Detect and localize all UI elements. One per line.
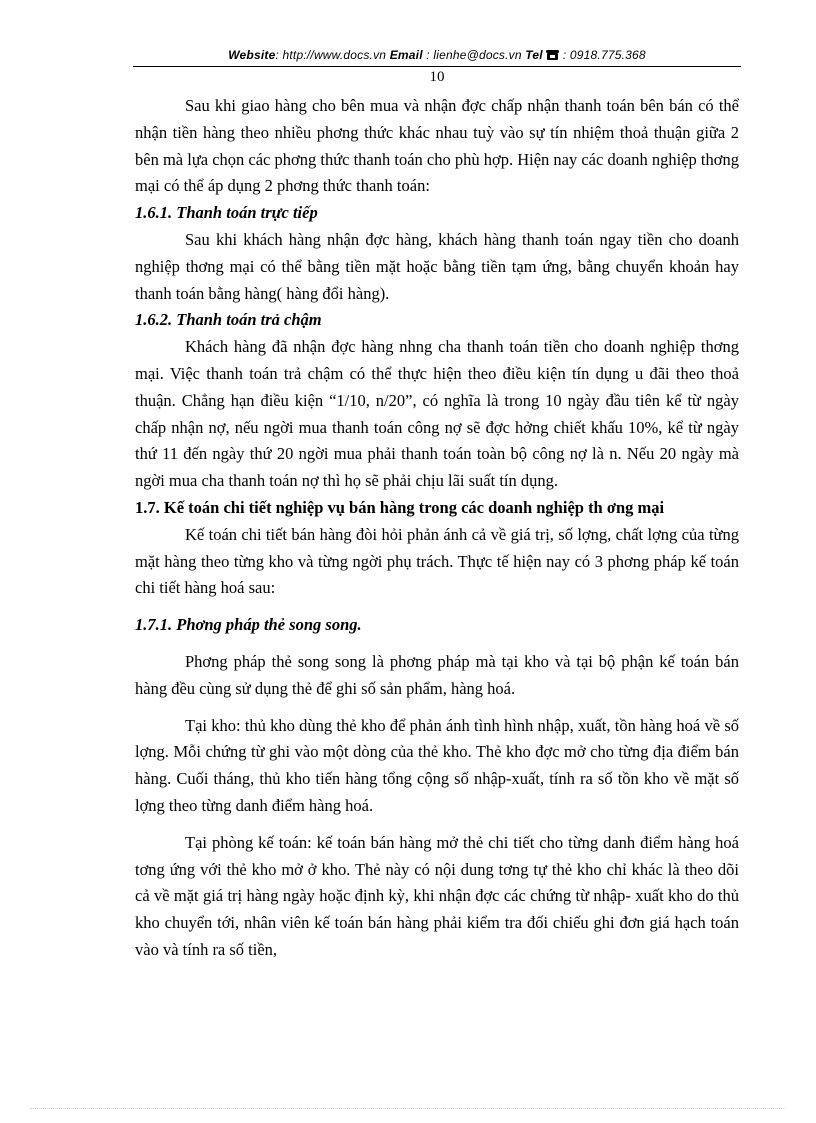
section-heading-1-7: 1.7. Kế toán chi tiết nghiệp vụ bán hàng trong các doanh nghiệp th ơng mại [135, 497, 665, 517]
paragraph: Tại phòng kế toán: kế toán bán hàng mở thẻ chi tiết cho từng danh điểm hàng hoá tơng ứng với thẻ kho mở ở kho. Thẻ này có nội dung tơng tự thẻ kho chỉ khác là theo dõi cả về mặt giá trị hàng ngày hoặc định kỳ, khi nhận đợc các chứng từ nhập- xuất kho do thủ kho chuyển tới, nhân viên kế toán bán hàng phải kiểm tra đối chiếu ghi đơn giá hạch toán vào và tính ra số tiền, [135, 832, 739, 959]
paragraph: Kế toán chi tiết bán hàng đòi hỏi phản ánh cả về giá trị, số lợng, chất lợng của từng mặt hàng theo từng kho và từng ngời phụ trách. Thực tế hiện nay có 3 phơng pháp kế toán chi tiết hàng hoá sau: [135, 524, 739, 598]
website-label: Website [228, 48, 276, 62]
page-bottom-border [30, 1108, 786, 1109]
header-divider [133, 66, 741, 67]
page-header [133, 48, 741, 62]
page-number: 10 [429, 69, 445, 85]
email-value: : lienhe@docs.vn [426, 48, 522, 62]
paragraph: Phơng pháp thẻ song song là phơng pháp mà tại kho và tại bộ phận kế toán bán hàng đều cùng sử dụng thẻ để ghi số sản phẩm, hàng hoá. [135, 651, 739, 698]
phone-icon [546, 48, 563, 62]
website-value: : http://www.docs.vn [275, 48, 387, 62]
tel-value: : 0918.775.368 [562, 48, 646, 62]
paragraph: Sau khi giao hàng cho bên mua và nhận đợc chấp nhận thanh toán bên bán có thể nhận tiền hàng theo nhiều phơng thức khác nhau tuỳ vào sự tín nhiệm thoả thuận giữa 2 bên mà lựa chọn các phơng thức thanh toán cho phù hợp. Hiện nay các doanh nghiệp thơng mại có thể áp dụng 2 phơng thức thanh toán: [135, 96, 739, 196]
email-label: Email [389, 48, 423, 62]
tel-label: Tel [525, 48, 543, 62]
document-body [135, 93, 739, 964]
section-heading-1-7-1: 1.7.1. Phơng pháp thẻ song song. [135, 615, 362, 635]
paragraph: Tại kho: thủ kho dùng thẻ kho để phản ánh tình hình nhập, xuất, tồn hàng hoá về số lợng. Mỗi chứng từ ghi vào một dòng của thẻ kho. Thẻ kho đợc mở cho từng địa điểm bán hàng. Cuối tháng, thủ kho tiến hàng tổng cộng số nhập-xuất, tính ra số tồn kho về mặt số lợng theo từng danh điểm hàng hoá. [135, 715, 739, 815]
section-heading-1-6-2: 1.6.2. Thanh toán trả chậm [135, 310, 322, 330]
paragraph: Khách hàng đã nhận đợc hàng nhng cha thanh toán tiền cho doanh nghiệp thơng mại. Việc thanh toán trả chậm có thể thực hiện theo điều kiện tín dụng u đãi theo thoả thuận. Chẳng hạn điều kiện “1/10, n/20”, có nghĩa là trong 10 ngày đầu tiên kể từ ngày chấp nhận nợ, nếu ngời mua thanh toán công nợ sẽ đợc hởng chiết khấu 10%, kể từ ngày thứ 11 đến ngày thứ 20 ngời mua phải thanh toán toàn bộ công nợ là n. Nếu 20 ngày mà ngời mua cha thanh toán nợ thì họ sẽ phải chịu lãi suất tín dụng. [135, 337, 739, 491]
section-heading-1-6-1: 1.6.1. Thanh toán trực tiếp [135, 203, 318, 223]
paragraph: Sau khi khách hàng nhận đợc hàng, khách hàng thanh toán ngay tiền cho doanh nghiệp thơng mại có thể bằng tiền mặt hoặc bằng tiền tạm ứng, bằng chuyển khoản hay thanh toán bằng hàng( hàng đổi hàng). [135, 229, 739, 303]
